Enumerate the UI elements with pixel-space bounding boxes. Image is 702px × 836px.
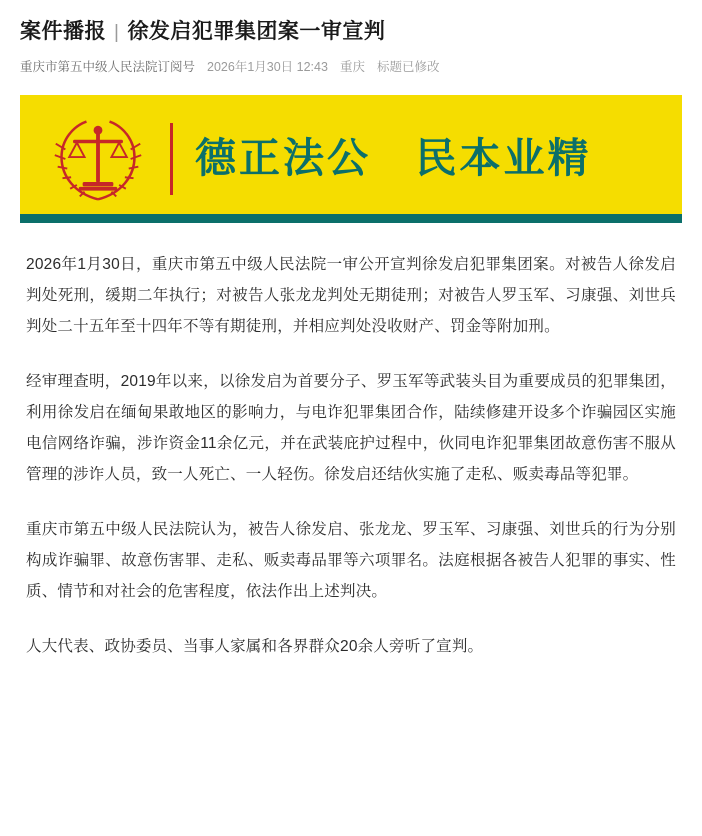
title-kicker: 案件播报 xyxy=(20,20,106,43)
article-body xyxy=(0,223,702,662)
meta-datetime: 2026年1月30日 12:43 xyxy=(207,60,328,75)
article-paragraph: 2026年1月30日，重庆市第五中级人民法院一审公开宣判徐发启犯罪集团案。对被告人徐发启判处死刑，缓期二年执行；对被告人张龙龙判处无期徒刑；对被告人罗玉军、习康强、刘世兵判处二十五年至十四年不等有期徒刑，并相应判处没收财产、罚金等附加刑。 xyxy=(26,255,676,335)
banner-underline xyxy=(20,214,682,223)
title-separator: | xyxy=(114,22,120,43)
title-text: 徐发启犯罪集团案一审宣判 xyxy=(127,20,386,43)
banner-slogan-left: 德正法公 xyxy=(195,135,371,182)
meta-edit-status: 标题已修改 xyxy=(376,60,440,75)
article-header xyxy=(0,0,702,77)
banner-slogan-right: 民本业精 xyxy=(415,135,592,182)
banner-slogan xyxy=(195,135,592,182)
court-slogan-banner xyxy=(20,95,682,223)
page-title xyxy=(20,18,682,46)
article-meta xyxy=(20,59,682,77)
court-emblem-icon xyxy=(50,111,146,207)
meta-source[interactable]: 重庆市第五中级人民法院订阅号 xyxy=(20,60,196,75)
article-paragraph: 人大代表、政协委员、当事人家属和各界群众20余人旁听了宣判。 xyxy=(26,637,484,655)
meta-location: 重庆 xyxy=(339,60,365,75)
article-paragraph: 重庆市第五中级人民法院认为，被告人徐发启、张龙龙、罗玉军、习康强、刘世兵的行为分别构成诈骗罪、故意伤害罪、走私、贩卖毒品罪等六项罪名。法庭根据各被告人犯罪的事实、性质、情节和对社会的危害程度，依法作出上述判决。 xyxy=(26,520,676,600)
article-paragraph: 经审理查明，2019年以来，以徐发启为首要分子、罗玉军等武装头目为重要成员的犯罪集团，利用徐发启在缅甸果敢地区的影响力，与电诈犯罪集团合作，陆续修建开设多个诈骗园区实施电信网络诈骗，涉诈资金11余亿元，并在武装庇护过程中，伙同电诈犯罪集团故意伤害不服从管理的涉诈人员，致一人死亡、一人轻伤。徐发启还结伙实施了走私、贩卖毒品等犯罪。 xyxy=(26,372,676,483)
banner-divider xyxy=(170,123,173,195)
